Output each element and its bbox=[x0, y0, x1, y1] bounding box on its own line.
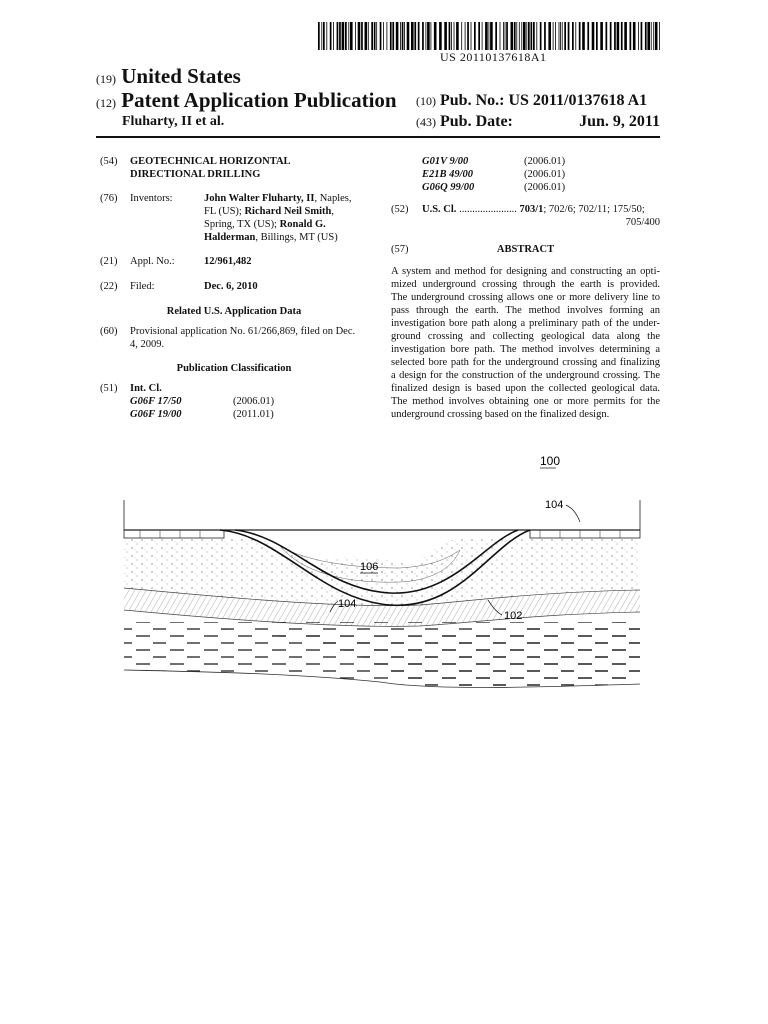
barcode-bar bbox=[407, 22, 410, 50]
barcode-bar bbox=[374, 22, 376, 50]
title-line-2: DIRECTIONAL DRILLING bbox=[130, 169, 261, 180]
uscl-dots: ...................... bbox=[459, 204, 517, 215]
publication-classification-heading: Publication Classification bbox=[176, 363, 292, 374]
clay-layer bbox=[124, 622, 640, 688]
barcode-bar bbox=[434, 22, 437, 50]
barcode-bar bbox=[361, 22, 363, 50]
barcode-bar bbox=[345, 22, 347, 50]
intcl-version-5: (2006.01) bbox=[524, 182, 566, 193]
abstract-body bbox=[391, 265, 660, 421]
pavement-joints bbox=[140, 530, 620, 538]
abstract-line: mized underground crossing through the earth is provided. bbox=[391, 279, 660, 290]
title-line-1: GEOTECHNICAL HORIZONTAL bbox=[130, 156, 291, 167]
barcode-bar bbox=[418, 22, 420, 50]
barcode-bar bbox=[461, 22, 462, 50]
type-code: (12) bbox=[96, 96, 116, 110]
intcl-label: Int. Cl. bbox=[130, 383, 162, 394]
barcode-bar bbox=[383, 22, 384, 50]
barcode-bar bbox=[624, 22, 627, 50]
barcode-bar bbox=[439, 22, 442, 50]
barcode-bar bbox=[465, 22, 466, 50]
barcode-bar bbox=[617, 22, 620, 50]
barcode-bar bbox=[655, 22, 658, 50]
uscl-label: U.S. Cl. bbox=[422, 204, 457, 215]
title-code: (54) bbox=[100, 156, 118, 167]
barcode-bar bbox=[350, 22, 353, 50]
barcode-bar bbox=[568, 22, 570, 50]
barcode-bar bbox=[471, 22, 472, 50]
barcode-bar bbox=[474, 22, 476, 50]
barcode-bar bbox=[610, 22, 612, 50]
intcl-version-2: (2011.01) bbox=[233, 409, 274, 420]
ref-104-top-leader bbox=[566, 505, 580, 522]
barcode-bar bbox=[414, 22, 416, 50]
inventor-2-location: Spring, TX (US); bbox=[204, 219, 280, 230]
header-rule bbox=[96, 136, 660, 138]
barcode-bar bbox=[575, 22, 576, 50]
barcode-bar bbox=[596, 22, 598, 50]
barcode-bar bbox=[555, 22, 556, 50]
intcl-version-3: (2006.01) bbox=[524, 156, 566, 167]
related-data-heading: Related U.S. Application Data bbox=[166, 306, 302, 317]
barcode-bar bbox=[544, 22, 546, 50]
barcode-bar bbox=[427, 22, 430, 50]
barcode-bar bbox=[505, 22, 506, 50]
country: United States bbox=[121, 64, 241, 88]
abstract-line: The method involves obtaining one or more permits for the bbox=[391, 396, 660, 407]
barcode-bar bbox=[321, 22, 322, 50]
barcode-bar bbox=[400, 22, 401, 50]
abstract-line: investigation bore path along a preliminary path of the under- bbox=[391, 318, 660, 329]
abstract-line: investigation bore path. The method involves determining a bbox=[391, 344, 660, 355]
barcode-bar bbox=[371, 22, 373, 50]
barcode-bar bbox=[523, 22, 526, 50]
barcode-bar bbox=[342, 22, 345, 50]
inventor-3-location: , Billings, MT (US) bbox=[255, 232, 338, 243]
intcl-code: (51) bbox=[100, 383, 118, 394]
barcode-bar bbox=[444, 22, 447, 50]
barcode-bar bbox=[531, 22, 533, 50]
barcode-bar bbox=[653, 22, 654, 50]
barcode-bar bbox=[600, 22, 603, 50]
barcode-bar bbox=[592, 22, 595, 50]
barcode-bar bbox=[641, 22, 643, 50]
barcode-bar bbox=[411, 22, 414, 50]
barcode-bar bbox=[533, 22, 535, 50]
barcode-bar bbox=[500, 22, 501, 50]
filed-date: Dec. 6, 2010 bbox=[204, 281, 258, 292]
pub-date-label: Pub. Date: bbox=[440, 113, 513, 130]
barcode-bar bbox=[454, 22, 455, 50]
pub-date: Jun. 9, 2011 bbox=[579, 113, 660, 130]
abstract-line: underground crossing based on the finalized design. bbox=[391, 409, 610, 420]
barcode-bar bbox=[449, 22, 451, 50]
barcode-bar bbox=[582, 22, 585, 50]
barcode-bar bbox=[638, 22, 639, 50]
inventors-line-3 bbox=[204, 218, 326, 231]
abstract-line: selected bore path for the underground crossing and finalizing bbox=[391, 357, 660, 368]
intcl-code-4: E21B 49/00 bbox=[422, 169, 474, 180]
barcode-bar bbox=[456, 22, 459, 50]
barcode-bar bbox=[376, 22, 377, 50]
filed-code: (22) bbox=[100, 281, 118, 292]
intcl-code-1: G06F 17/50 bbox=[130, 396, 182, 407]
barcode-bar bbox=[572, 22, 574, 50]
barcode-bar bbox=[355, 22, 356, 50]
inventor-2-name: Richard Neil Smith bbox=[244, 206, 332, 217]
pub-no-label: Pub. No.: bbox=[440, 92, 505, 109]
appl-label: Appl. No.: bbox=[130, 256, 175, 267]
provisional-line-1: Provisional application No. 61/266,869, filed on Dec. bbox=[130, 326, 356, 337]
abstract-line: A system and method for designing and constructing an opti- bbox=[391, 266, 660, 277]
abstract-line: pass through the earth. The method involves forming an bbox=[391, 305, 660, 316]
barcode-bar bbox=[485, 22, 488, 50]
filed-label: Filed: bbox=[130, 281, 155, 292]
barcode-bar bbox=[358, 22, 361, 50]
barcode-bar bbox=[467, 22, 469, 50]
barcode-bar bbox=[396, 22, 399, 50]
appl-number: 12/961,482 bbox=[204, 256, 252, 267]
barcode-bar bbox=[451, 22, 452, 50]
pavement-right bbox=[530, 530, 640, 538]
abstract-code: (57) bbox=[391, 244, 409, 255]
barcode-bar bbox=[368, 22, 369, 50]
barcode-number: US 20110137618A1 bbox=[440, 50, 547, 64]
barcode-bar bbox=[422, 22, 424, 50]
pavement-left bbox=[124, 530, 224, 538]
inventors-line-2 bbox=[204, 205, 334, 218]
barcode-bar bbox=[503, 22, 504, 50]
abstract-line: The underground crossing allows one or more delivery line to bbox=[391, 292, 660, 303]
barcode-bar bbox=[318, 22, 320, 50]
barcode-bar bbox=[337, 22, 339, 50]
barcode-bar bbox=[402, 22, 404, 50]
inventor-2-prefix: FL (US); bbox=[204, 206, 245, 217]
inventor-3-name: Ronald G. bbox=[279, 219, 326, 230]
barcode-bar bbox=[380, 22, 382, 50]
provisional-line-2: 4, 2009. bbox=[130, 339, 165, 350]
barcode-bar bbox=[606, 22, 608, 50]
abstract-line: a design for the construction of the underground crossing. The bbox=[391, 370, 660, 381]
barcode-bar bbox=[333, 22, 334, 50]
barcode-bar bbox=[348, 22, 349, 50]
pub-no-code: (10) bbox=[416, 94, 436, 108]
barcode-bar bbox=[404, 22, 405, 50]
intcl-version-1: (2006.01) bbox=[233, 396, 275, 407]
intcl-code-2: G06F 19/00 bbox=[130, 409, 182, 420]
provisional-code: (60) bbox=[100, 326, 118, 337]
barcode-bar bbox=[536, 22, 537, 50]
barcode-bar bbox=[560, 22, 561, 50]
ref-104-mid: 104 bbox=[338, 598, 357, 610]
inventor-2-suffix: , bbox=[331, 206, 334, 217]
barcode-bar bbox=[516, 22, 517, 50]
abstract-line: ground crossing and collecting geological data along the bbox=[391, 331, 660, 342]
pub-date-code: (43) bbox=[416, 115, 436, 129]
barcode-bar bbox=[495, 22, 497, 50]
uscl-rest: ; 702/6; 702/11; 175/50; bbox=[543, 204, 645, 215]
abstract-heading: ABSTRACT bbox=[496, 244, 555, 255]
barcode-bar bbox=[482, 22, 483, 50]
barcode-bar bbox=[339, 22, 341, 50]
pub-no: US 2011/0137618 A1 bbox=[508, 92, 648, 109]
uscl-code: (52) bbox=[391, 204, 409, 215]
country-line bbox=[96, 64, 241, 89]
inventor-1-name: John Walter Fluharty, II bbox=[204, 193, 315, 204]
barcode-bar bbox=[645, 22, 647, 50]
barcode-bar bbox=[562, 22, 563, 50]
barcode-bar bbox=[633, 22, 636, 50]
barcode-bar bbox=[614, 22, 616, 50]
barcode bbox=[318, 22, 660, 50]
ref-106: 106 bbox=[360, 561, 379, 573]
barcode-bar bbox=[647, 22, 650, 50]
ref-102: 102 bbox=[504, 610, 523, 622]
barcode-bar bbox=[392, 22, 394, 50]
ref-100: 100 bbox=[540, 454, 561, 468]
barcode-bar bbox=[519, 22, 520, 50]
barcode-bar bbox=[390, 22, 392, 50]
barcode-bar bbox=[564, 22, 566, 50]
barcode-bar bbox=[323, 22, 325, 50]
barcode-bar bbox=[490, 22, 493, 50]
barcode-bar bbox=[528, 22, 530, 50]
barcode-bar bbox=[365, 22, 368, 50]
barcode-bar bbox=[506, 22, 508, 50]
inventors-line-4 bbox=[204, 231, 338, 244]
inventors-code: (76) bbox=[100, 193, 118, 204]
barcode-bar bbox=[478, 22, 480, 50]
barcode-bar bbox=[526, 22, 527, 50]
ref-104-top: 104 bbox=[545, 499, 564, 511]
barcode-bar bbox=[548, 22, 551, 50]
country-code: (19) bbox=[96, 72, 116, 86]
inventor-1-location: , Naples, bbox=[314, 193, 352, 204]
barcode-bar bbox=[426, 22, 427, 50]
barcode-bar bbox=[559, 22, 560, 50]
inventors-label: Inventors: bbox=[130, 193, 173, 204]
barcode-bar bbox=[387, 22, 388, 50]
barcode-bar bbox=[659, 22, 660, 50]
barcode-bar bbox=[514, 22, 516, 50]
barcode-bar bbox=[651, 22, 652, 50]
uscl-line-1 bbox=[422, 203, 660, 216]
inventor-3-surname: Halderman bbox=[204, 232, 256, 243]
inventors-line-1 bbox=[204, 192, 352, 205]
publication-type: Patent Application Publication bbox=[121, 88, 397, 112]
uscl-line-2: 705/400 bbox=[625, 217, 660, 228]
barcode-bar bbox=[587, 22, 589, 50]
barcode-bar bbox=[489, 22, 490, 50]
barcode-bar bbox=[330, 22, 332, 50]
appl-code: (21) bbox=[100, 256, 118, 267]
barcode-bar bbox=[553, 22, 554, 50]
barcode-bar bbox=[630, 22, 632, 50]
barcode-bar bbox=[621, 22, 623, 50]
barcode-bar bbox=[579, 22, 581, 50]
barcode-bar bbox=[540, 22, 542, 50]
intcl-version-4: (2006.01) bbox=[524, 169, 566, 180]
publication-type-line bbox=[96, 88, 397, 113]
intcl-code-3: G01V 9/00 bbox=[422, 156, 469, 167]
intcl-code-5: G06Q 99/00 bbox=[422, 182, 475, 193]
abstract-line: finalized design is based upon the collected geological data. bbox=[391, 383, 660, 394]
pub-number-line bbox=[416, 92, 647, 110]
barcode-bar bbox=[511, 22, 514, 50]
barcode-bar bbox=[521, 22, 522, 50]
barcode-bar bbox=[326, 22, 327, 50]
barcode-bar bbox=[431, 22, 432, 50]
authors: Fluharty, II et al. bbox=[122, 114, 225, 129]
pub-date-line bbox=[416, 113, 660, 131]
patent-figure bbox=[100, 450, 660, 700]
uscl-main: 703/1 bbox=[519, 204, 544, 215]
